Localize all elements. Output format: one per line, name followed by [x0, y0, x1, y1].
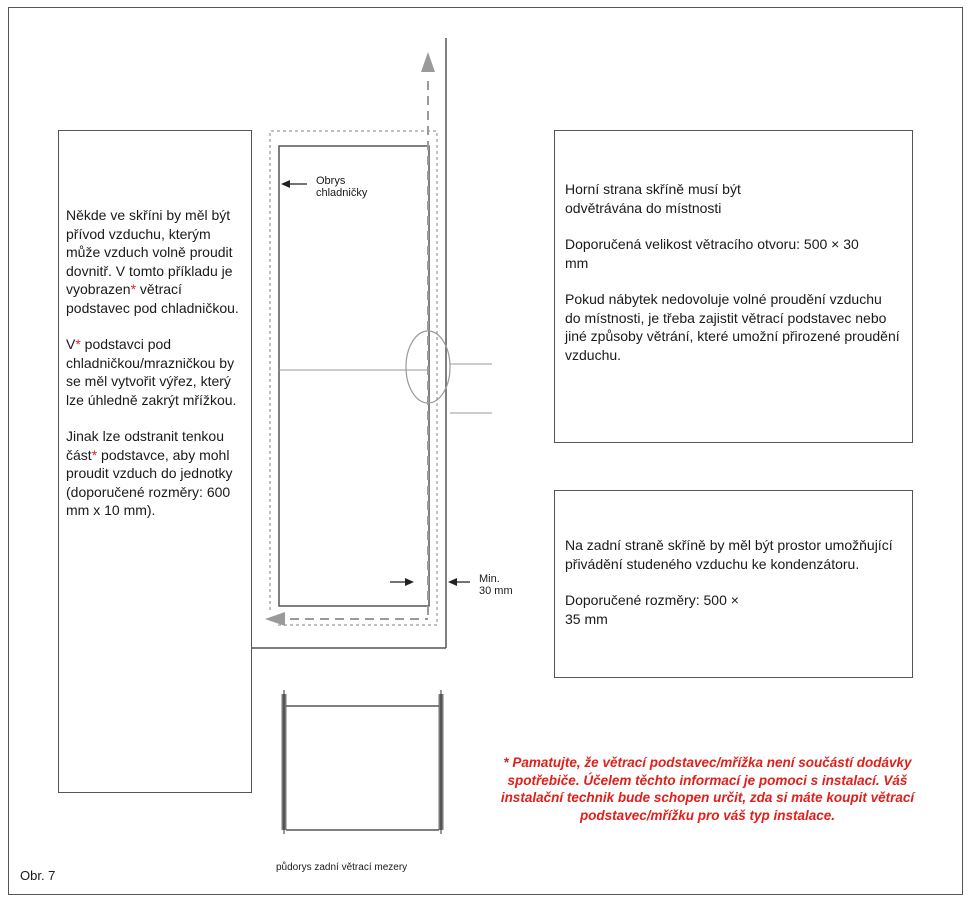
right-top-text — [565, 180, 905, 364]
left-paragraph-3: Jinak lze odstranit tenkou část* podstavce, aby mohl proudit vzduch do jednotky (doporučené rozměry: 600 mm x 10 mm). — [66, 428, 233, 518]
min-gap-right-arrow-icon — [405, 578, 414, 586]
figure-label: Obr. 7 — [20, 868, 56, 883]
outline-label: Obrys chladničky — [316, 175, 368, 199]
top-paragraph-2: Doporučená velikost větracího otvoru: 500 × 30 mm — [565, 236, 859, 271]
bottom-paragraph-1: Na zadní straně skříně by měl být prostor umožňující přivádění studeného vzduchu ke kondenzátoru. — [565, 537, 893, 572]
left-paragraph-1: Někde ve skříni by měl být přívod vzduchu, kterým může vzduch volně proudit dovnitř. V tomto příkladu je vyobrazen* větrací podstavec pod chladničkou. — [66, 207, 239, 316]
airflow-up-arrow-icon — [421, 52, 435, 72]
right-bottom-text — [565, 536, 900, 628]
airflow-dotted-outline — [270, 131, 437, 625]
plan-caption: půdorys zadní větrací mezery — [276, 862, 408, 873]
min-gap-label: Min. 30 mm — [479, 573, 513, 597]
top-paragraph-3: Pokud nábytek nedovoluje volné proudění vzduchu do místnosti, je třeba zajistit větrací podstavec nebo jiné způsoby větrání, které umožní přirozené proudění vzduchu. — [565, 291, 900, 363]
left-paragraph-2: V* podstavci pod chladničkou/mrazničkou by se měl vytvořit výřez, který lze úhledně zakrýt mřížkou. — [66, 336, 237, 408]
installation-note: * Pamatujte, že větrací podstavec/mřížka není součástí dodávky spotřebiče. Účelem těchto informací je pomoci s instalací. Váš instalační technik bude schopen určit, zda si máte koupit větrací podstavec/mřížku pro váš typ instalace. — [500, 755, 915, 823]
top-paragraph-1: Horní strana skříně musí být odvětrávána do místnosti — [565, 181, 741, 216]
outline-pointer-arrow-icon — [281, 180, 290, 188]
bottom-paragraph-2: Doporučené rozměry: 500 × 35 mm — [565, 592, 739, 627]
min-gap-left-arrow-icon — [448, 578, 457, 586]
airflow-right-arrow-icon — [265, 612, 285, 626]
